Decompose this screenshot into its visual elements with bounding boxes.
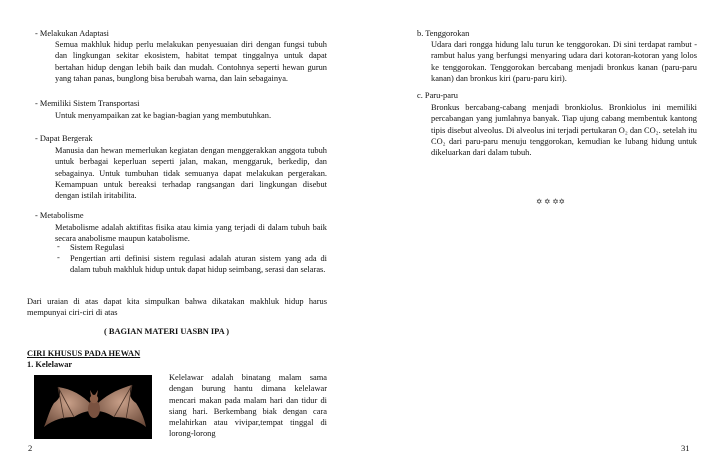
bat-photo bbox=[34, 375, 152, 439]
paragraph-paru-paru: Bronkus bercabang-cabang menjadi bronkiolus. Bronkiolus ini memiliki percabangan yang jumlahnya banyak. Tiap ujung cabang membentuk kantong tipis disebut alveolus. Di alveolus ini terjadi pertukaran O₂ dan CO₂. setelah itu CO₂ dari paru-paru menuju tenggorokan, kemudian ke lubang hidung untuk dikeluarkan dari dalam tubuh. bbox=[431, 103, 697, 158]
heading-metabolisme: - Metabolisme bbox=[35, 211, 84, 220]
bat-icon bbox=[34, 375, 152, 439]
ciri-khusus-title: CIRI KHUSUS PADA HEWAN bbox=[27, 349, 141, 358]
bullet-pengertian: Pengertian arti definisi sistem regulasi adalah aturan sistem yang ada di dalam tubuh makhluk hidup untuk dapat hidup seimbang, serasi dan selaras. bbox=[70, 254, 327, 275]
paragraph-transportasi: Untuk menyampaikan zat ke bagian-bagian yang membutuhkan. bbox=[55, 111, 272, 120]
heading-paru-paru: c. Paru-paru bbox=[417, 91, 458, 100]
paragraph-bergerak: Manusia dan hewan memerlukan kegiatan dengan menggerakkan anggota tubuh untuk berbagai keperluan seperti jalan, makan, menggaruk, berkedip, dan sebagainya. Untuk tumbuhan tidak semuanya dapat melakukan pergerakan. Kemampuan untuk bereaksi terhadap rangsangan dari lingkungan disebut dengan istilah iritabilita. bbox=[55, 146, 327, 201]
heading-bergerak: - Dapat Bergerak bbox=[35, 134, 93, 143]
heading-tenggorokan: b. Tenggorokan bbox=[417, 29, 470, 38]
paragraph-metabolisme: Metabolisme adalah aktifitas fisika atau kimia yang terjadi di dalam tubuh baik secara anabolisme maupun katabolisme. bbox=[55, 223, 327, 244]
heading-adaptasi: - Melakukan Adaptasi bbox=[35, 29, 109, 38]
page-number-left: 2 bbox=[28, 443, 33, 453]
paragraph-adaptasi: Semua makhluk hidup perlu melakukan penyesuaian diri dengan fungsi tubuh dan lingkungan sekitar ekosistem, habitat tempat tinggalnya untuk dapat bertahan hidup dengan lebih baik dan mudah. Contohnya seperti hewan gurun yang tahan panas, bunglong bisa berubah warna, dan lain sebagainya. bbox=[55, 40, 327, 83]
paragraph-kelelawar: Kelelawar adalah binatang malam sama dengan burung hantu dimana kelelawar mencari makan pada malam hari dan tidur di siang hari. Berkembang biak dengan cara melahirkan atau vivipar,tempat tinggal di lorong-lorong bbox=[169, 373, 327, 439]
bullet-dash-icon: - bbox=[57, 242, 60, 251]
page-number-right: 31 bbox=[681, 443, 690, 453]
paragraph-tenggorokan: Udara dari rongga hidung lalu turun ke tenggorokan. Di sini terdapat rambut -rambut halus yang berfungsi menyaring udara dari kotoran-kotoran yang lolos ke tenggorokan. Tenggorokan bercabang menjadi bronkus kanan (paru-paru kanan) dan bronkus kiri (paru-paru kiri). bbox=[431, 40, 697, 83]
section-title: ( BAGIAN MATERI UASBN IPA ) bbox=[104, 327, 230, 336]
kelelawar-title: 1. Kelelawar bbox=[27, 360, 73, 369]
bullet-sistem-regulasi: Sistem Regulasi bbox=[70, 243, 125, 252]
heading-transportasi: - Memiliki Sistem Transportasi bbox=[35, 99, 140, 108]
stars-ornament: ✡ ✡ ✡✡ bbox=[536, 197, 565, 206]
paragraph-conclusion: Dari uraian di atas dapat kita simpulkan bahwa dikatakan makhluk hidup harus mempunyai ciri-ciri di atas bbox=[27, 297, 327, 318]
bullet-dash-icon: - bbox=[57, 253, 60, 262]
